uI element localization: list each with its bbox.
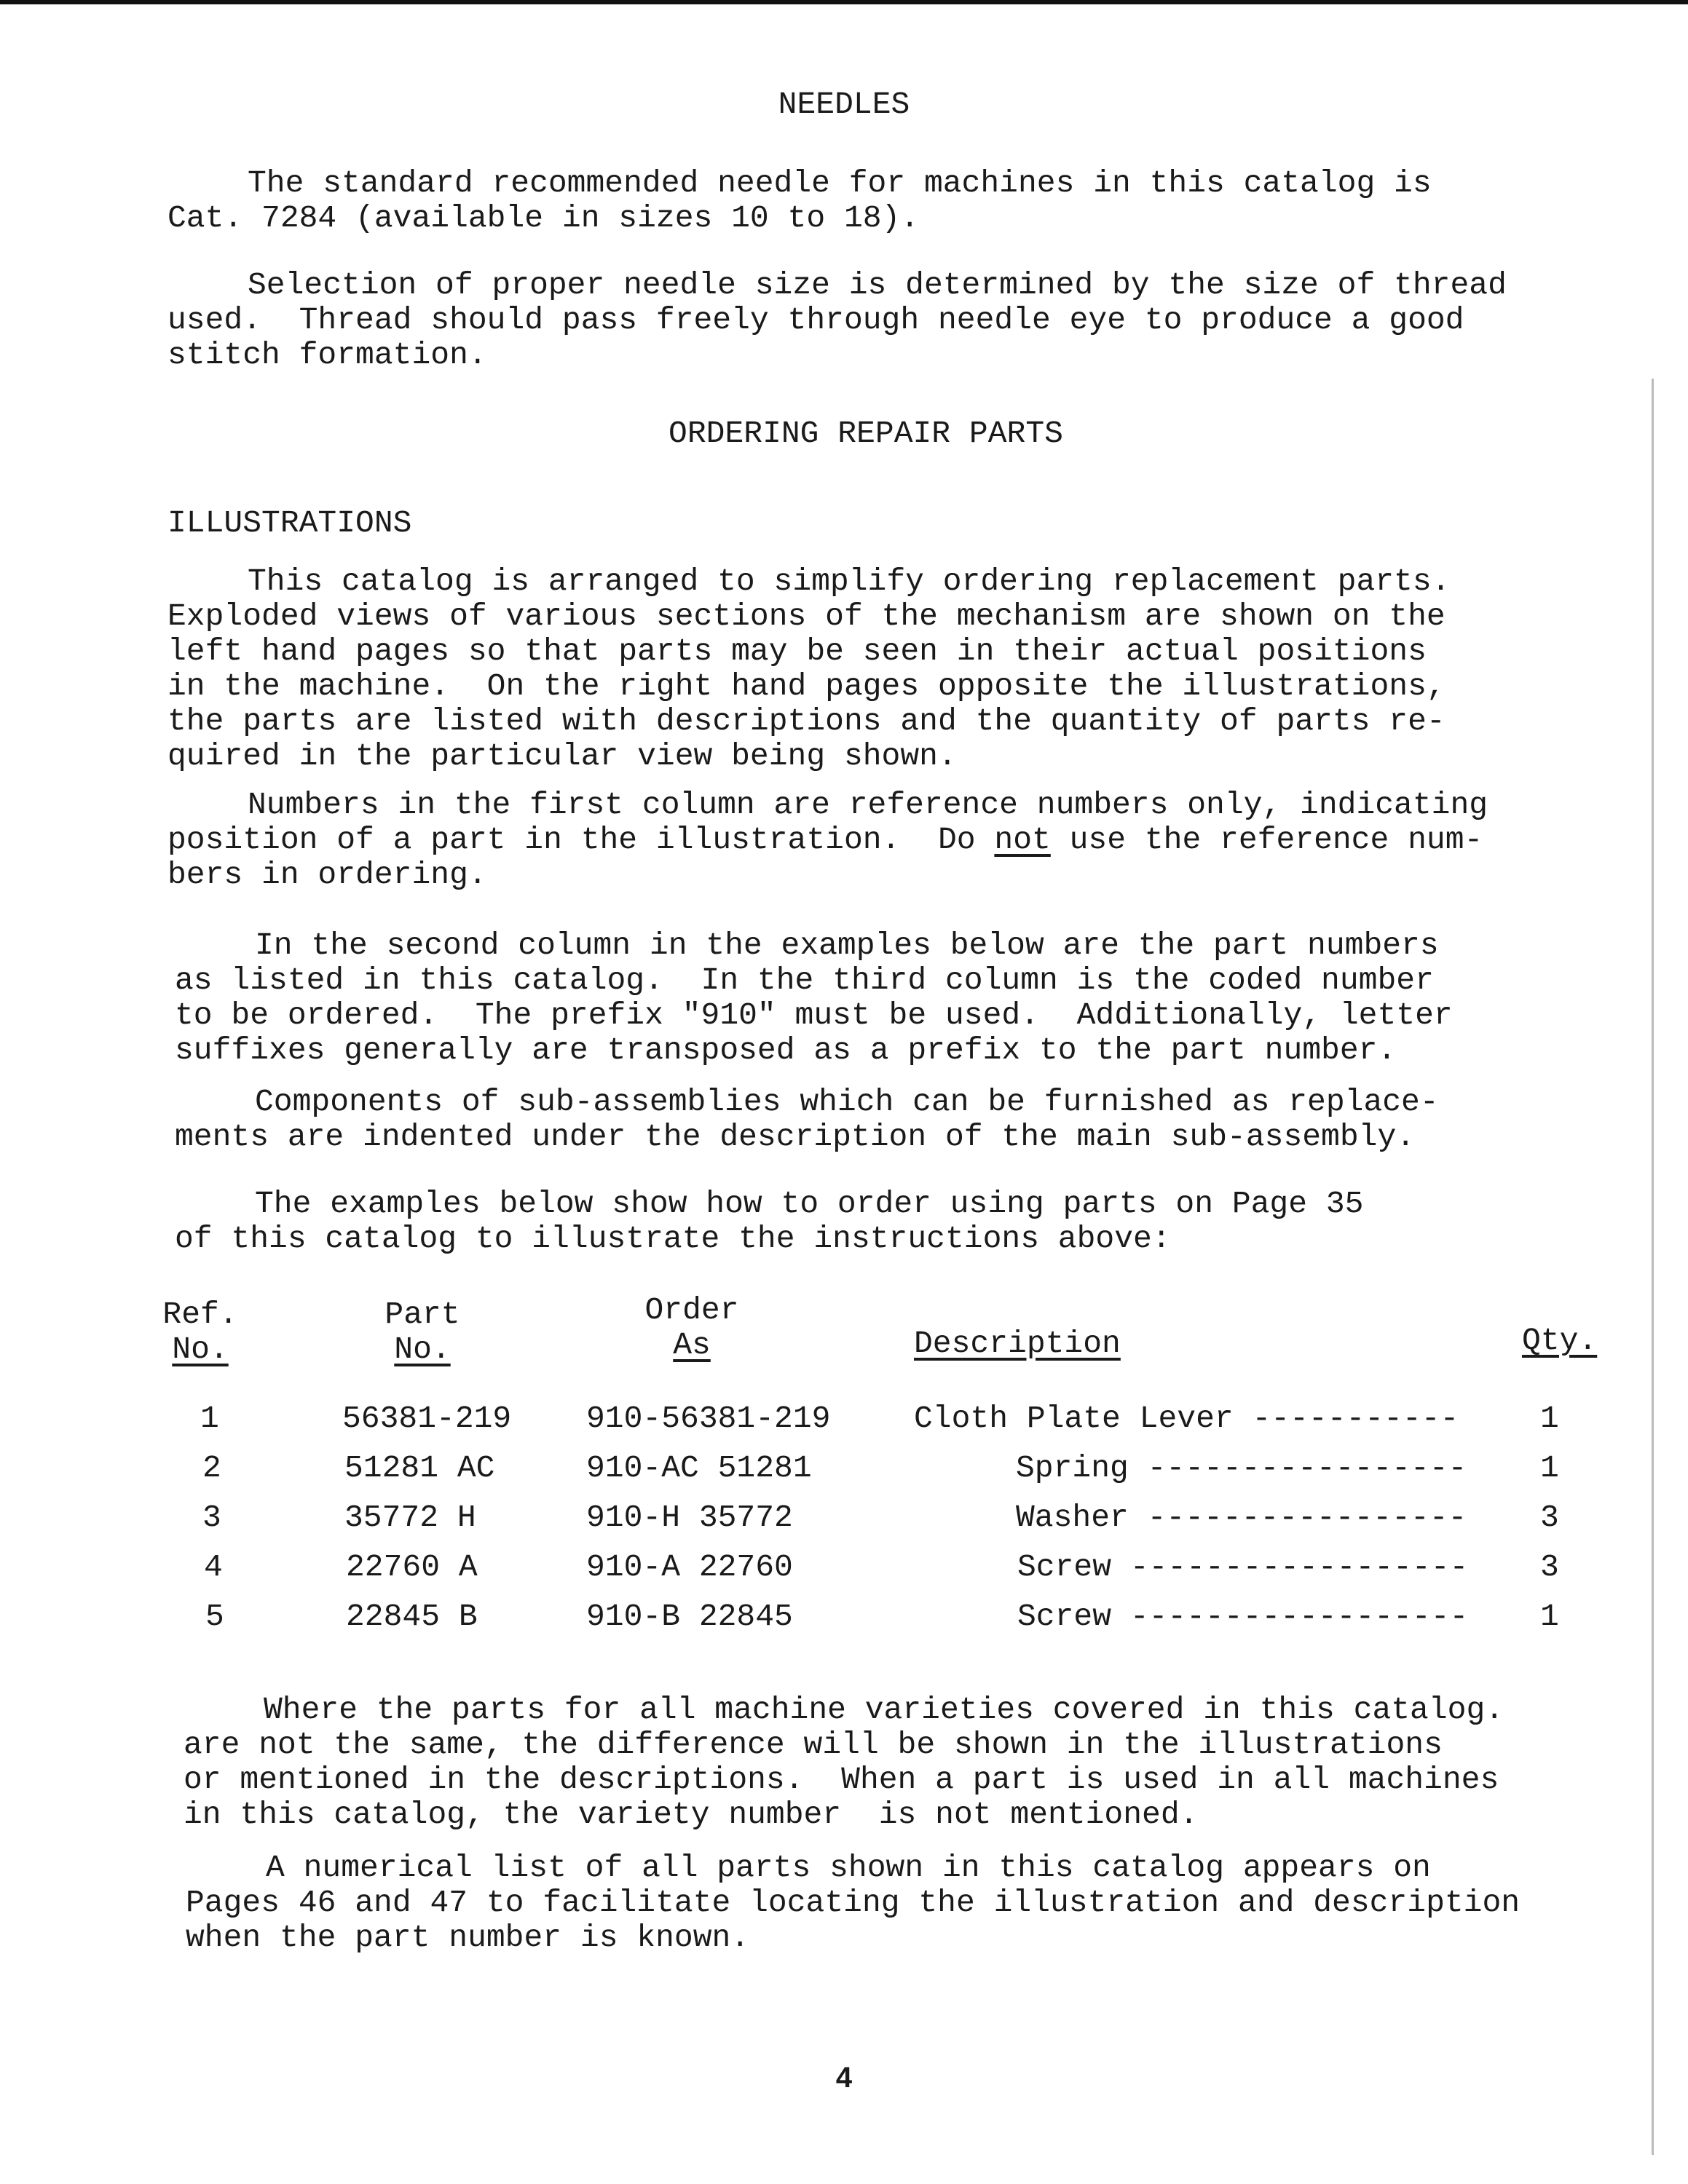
table-row — [0, 1451, 1688, 1487]
header-qty-text: Qty. — [1522, 1323, 1598, 1358]
cell-description: Cloth Plate Lever ----------- — [914, 1401, 1459, 1436]
table-row — [0, 1550, 1688, 1586]
header-part — [360, 1297, 484, 1367]
ordering-paragraph-4: Components of sub-assemblies which can be furnished as replace- ments are indented under the description of the main sub-assembly. — [175, 1084, 1439, 1155]
cell-order: 910-A 22760 — [586, 1549, 793, 1585]
header-part-line1: Part — [384, 1297, 460, 1332]
cell-part: 35772 H — [344, 1500, 476, 1535]
cell-order: 910-B 22845 — [586, 1599, 793, 1634]
ordering-paragraph-2 — [167, 788, 1609, 893]
needles-paragraph-1: The standard recommended needle for machines in this catalog is Cat. 7284 (available in sizes 10 to 18). — [167, 165, 1432, 236]
header-ref-line1: Ref. — [162, 1297, 238, 1332]
ordering-paragraph-1: This catalog is arranged to simplify ordering replacement parts. Exploded views of various sections of the mechanism are shown on the left hand pages so that parts may be seen in their actual positions in the machine. On the right hand pages opposite the illustrations, the parts are listed with descriptions and the quantity of parts re- quired in the particular view being shown. — [167, 563, 1451, 774]
cell-ref: 1 — [200, 1401, 219, 1436]
cell-part: 56381-219 — [342, 1401, 512, 1436]
cell-order: 910-AC 51281 — [586, 1450, 812, 1486]
cell-qty: 3 — [1540, 1500, 1559, 1535]
header-ref-line2: No. — [172, 1332, 229, 1367]
cell-ref: 5 — [205, 1599, 224, 1634]
ordering-title: ORDERING REPAIR PARTS — [669, 416, 1063, 451]
header-qty — [1522, 1324, 1597, 1358]
header-description-text: Description — [914, 1326, 1121, 1361]
cell-part: 22845 B — [346, 1599, 478, 1634]
top-border — [0, 0, 1688, 4]
cell-part: 22760 A — [346, 1549, 478, 1585]
table-row — [0, 1401, 1688, 1438]
cell-qty: 1 — [1540, 1450, 1559, 1486]
needles-paragraph-2: Selection of proper needle size is determined by the size of thread used. Thread should pass freely through needle eye to produce a good stitch formation. — [167, 267, 1507, 373]
cell-description: Spring ----------------- — [1016, 1450, 1467, 1486]
cell-qty: 3 — [1540, 1549, 1559, 1585]
closing-paragraph-2: A numerical list of all parts shown in this catalog appears on Pages 46 and 47 to facilitate locating the illustration and description when the part number is known. — [186, 1850, 1521, 1955]
header-order-line1: Order — [644, 1292, 739, 1328]
cell-description: Washer ----------------- — [1016, 1500, 1467, 1535]
ordering-paragraph-5: The examples below show how to order using parts on Page 35 of this catalog to illustrate the instructions above: — [175, 1186, 1364, 1257]
cell-qty: 1 — [1540, 1599, 1559, 1634]
paragraph-2-end: use the reference num- bers in ordering. — [167, 822, 1483, 893]
cell-qty: 1 — [1540, 1401, 1559, 1436]
header-order — [626, 1293, 757, 1363]
cell-description: Screw ------------------ — [1017, 1549, 1469, 1585]
table-row — [0, 1500, 1688, 1537]
right-margin-line — [1652, 379, 1654, 2155]
not-emphasis: not — [994, 822, 1051, 858]
cell-ref: 2 — [202, 1450, 221, 1486]
paragraph-2-start: Numbers in the first column are reference numbers only, indicating position of a part in the illustration. Do — [167, 787, 1488, 858]
cell-order: 910-H 35772 — [586, 1500, 793, 1535]
cell-ref: 3 — [202, 1500, 221, 1535]
ordering-paragraph-3: In the second column in the examples below are the part numbers as listed in this catalog. In the third column is the coded number to be ordered. The prefix "910" must be used. Additionally, letter suffixes generally are transposed as a prefix to the part number. — [175, 927, 1453, 1068]
page-number: 4 — [835, 2062, 853, 2094]
illustrations-heading: ILLUSTRATIONS — [167, 505, 412, 541]
table-row — [0, 1599, 1688, 1636]
cell-description: Screw ------------------ — [1017, 1599, 1469, 1634]
header-order-line2: As — [673, 1327, 711, 1363]
header-ref — [149, 1297, 251, 1367]
cell-part: 51281 AC — [344, 1450, 495, 1486]
cell-order: 910-56381-219 — [586, 1401, 831, 1436]
header-description — [914, 1326, 1121, 1361]
needles-title: NEEDLES — [778, 87, 910, 122]
header-part-line2: No. — [394, 1332, 451, 1367]
closing-paragraph-1: Where the parts for all machine varieties covered in this catalog. are not the same, the difference will be shown in the illustrations or mentioned in the descriptions. When a part is used in all machines in this catalog, the variety number is not mentioned. — [184, 1692, 1504, 1832]
cell-ref: 4 — [204, 1549, 223, 1585]
